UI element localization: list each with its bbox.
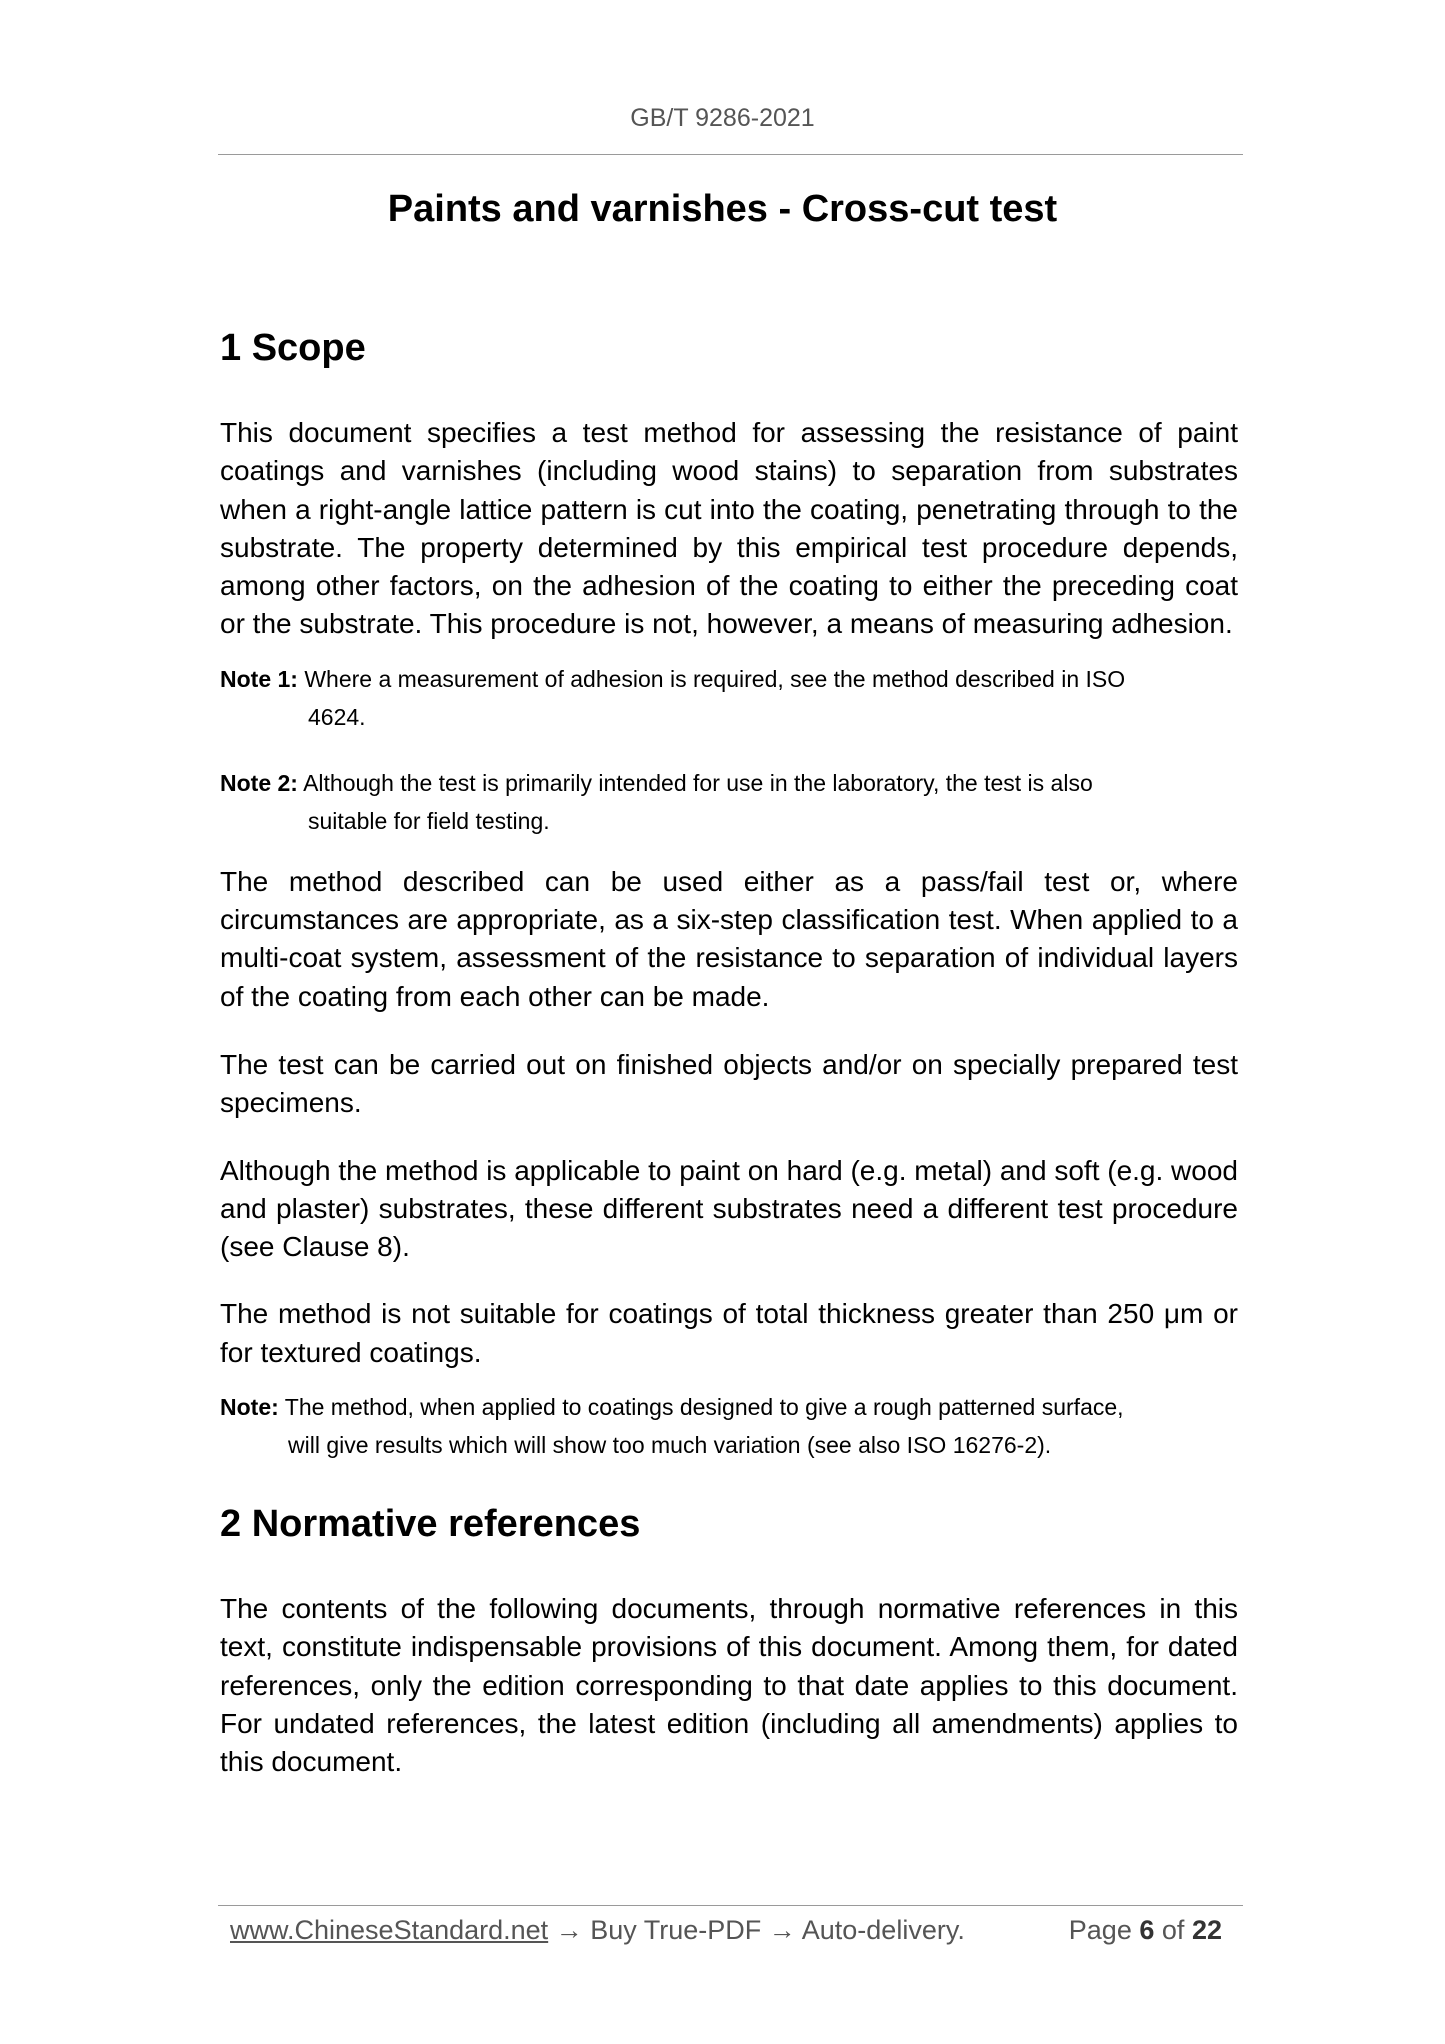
page-current: 6 (1139, 1915, 1155, 1945)
standard-code: GB/T 9286-2021 (630, 104, 815, 132)
scope-paragraph-4: Although the method is applicable to paint on hard (e.g. metal) and soft (e.g. wood and plaster) substrates, these different substrates need a different test procedure (see Clause 8). (220, 1154, 1238, 1263)
of-word: of (1161, 1915, 1185, 1945)
note-3-text: The method, when applied to coatings designed to give a rough patterned surface, (284, 1394, 1124, 1421)
note-2-label: Note 2: (220, 769, 298, 796)
header-divider (218, 154, 1243, 155)
scope-paragraph-3: The test can be carried out on finished objects and/or on specially prepared test specimens. (220, 1048, 1238, 1119)
note-2 (220, 764, 1238, 840)
scope-paragraph-1: This document specifies a test method for assessing the resistance of paint coatings and varnishes (including wood stains) to separation from substrates when a right-angle lattice pattern is cut into the coating, penetrating through to the substrate. The property determined by this empirical test procedure depends, among other factors, on the adhesion of the coating to either the preceding coat or the substrate. This procedure is not, however, a means of measuring adhesion. (220, 417, 1238, 640)
document-title: Paints and varnishes - Cross-cut test (387, 188, 1058, 230)
section-heading-normative-references: 2 Normative references (220, 1503, 641, 1546)
note-3 (220, 1388, 1238, 1464)
document-body (220, 320, 1238, 1782)
note-3-label: Note: (220, 1394, 279, 1421)
note-1-label: Note 1: (220, 665, 298, 692)
note-1-text: Where a measurement of adhesion is required, see the method described in ISO (304, 665, 1126, 692)
note-3-continuation: will give results which will show too much variation (see also ISO 16276-2). (288, 1432, 1052, 1459)
page-word: Page (1068, 1915, 1132, 1945)
scope-paragraph-5: The method is not suitable for coatings of total thickness greater than 250 μm or for textured coatings. (220, 1298, 1238, 1368)
note-1-continuation: 4624. (308, 703, 366, 730)
scope-paragraph-2: The method described can be used either as a pass/fail test or, where circumstances are appropriate, as a six-step classification test. When applied to a multi-coat system, assessment of the resistance to separation of individual layers of the coating from each other can be made. (220, 865, 1238, 1012)
note-2-text: Although the test is primarily intended for use in the laboratory, the test is also (303, 769, 1093, 796)
note-2-continuation: suitable for field testing. (308, 807, 550, 834)
page-total: 22 (1191, 1915, 1222, 1945)
footer-divider (218, 1905, 1243, 1906)
footer-promo: → Buy True-PDF → Auto-delivery. (555, 1915, 965, 1945)
page-number (1069, 1908, 1222, 1952)
section-heading-scope: 1 Scope (220, 327, 366, 369)
website-link[interactable]: www.ChineseStandard.net (230, 1915, 549, 1945)
page-footer (230, 1908, 1230, 1952)
note-1 (220, 660, 1238, 736)
normative-references-paragraph: The contents of the following documents, through normative references in this text, constitute indispensable provisions of this document. Among them, for dated references, only the edition corresponding to that date applies to this document. For undated references, the latest edition (including all amendments) applies to this document. (220, 1593, 1238, 1778)
